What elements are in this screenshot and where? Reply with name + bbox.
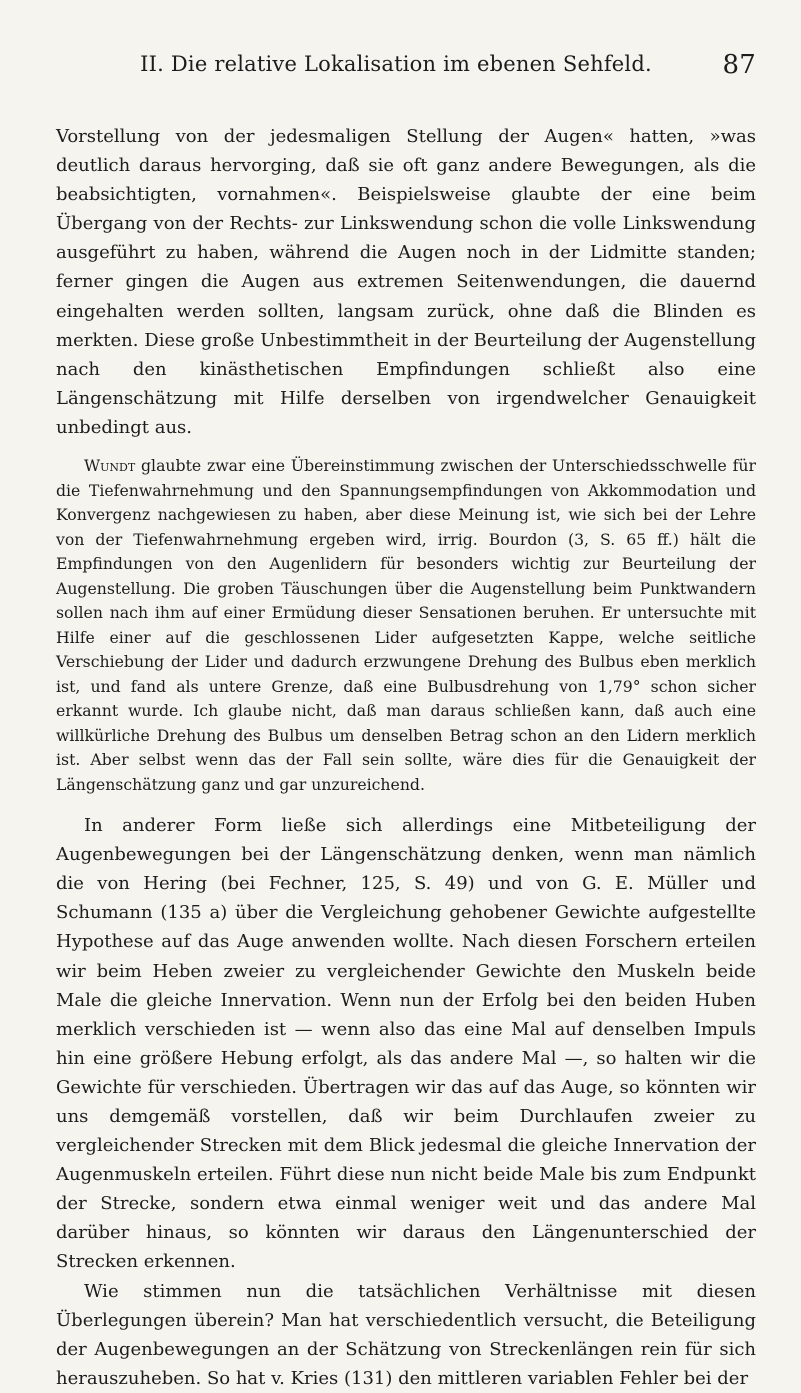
- running-head: [56, 22, 756, 80]
- paragraph-1: Vorstellung von der jedesmaligen Stellung der Augen« hatten, »was deutlich daraus hervorging, daß sie oft ganz andere Bewegungen, als die beabsichtigten, vornahmen«. Beispielsweise glaubte der eine beim Übergang von der Rechts- zur Linkswendung schon die volle Linkswendung ausgeführt zu haben, während die Augen noch in der Lidmitte standen; ferner gingen die Augen aus extremen Seitenwendungen, die dauernd eingehalten werden sollten, langsam zurück, ohne daß die Blinden es merkten. Diese große Unbestimmtheit in der Beurteilung der Augenstellung nach den kinästhetischen Empfindungen schließt also eine Längenschätzung mit Hilfe derselben von irgendwelcher Genauigkeit unbedingt aus.: [56, 126, 756, 438]
- paragraph-4: Wie stimmen nun die tatsächlichen Verhältnisse mit diesen Überlegungen überein? Man hat verschiedentlich versucht, die Beteiligung der Augenbewegungen an der Schätzung von Streckenlängen rein für sich herauszuheben. So hat v. Kries (131) den mittleren variablen Fehler bei der: [56, 1280, 756, 1389]
- author-name-wundt: Wundt: [84, 456, 136, 476]
- chapter-title: II. Die relative Lokalisation im ebenen Sehfeld.: [140, 52, 652, 76]
- page-body: [56, 122, 756, 1393]
- page-number: 87: [722, 50, 756, 80]
- paragraph-3: In anderer Form ließe sich allerdings eine Mitbeteiligung der Augenbewegungen bei der Längenschätzung denken, wenn man nämlich die von Hering (bei Fechner, 125, S. 49) und von G. E. Müller und Schumann (135 a) über die Vergleichung gehobener Gewichte aufgestellte Hypothese auf das Auge anwenden wollte. Nach diesen Forschern erteilen wir beim Heben zweier zu vergleichender Gewichte den Muskeln beide Male die gleiche Innervation. Wenn nun der Erfolg bei den beiden Huben merklich verschieden ist — wenn also das eine Mal auf denselben Impuls hin eine größere Hebung erfolgt, als das andere Mal —, so halten wir die Gewichte für verschieden. Übertragen wir das auf das Auge, so könnten wir uns demgemäß vorstellen, daß wir beim Durchlaufen zweier zu vergleichender Strecken mit dem Blick jedesmal die gleiche Innervation der Augenmuskeln erteilen. Führt diese nun nicht beide Male bis zum Endpunkt der Strecke, sondern etwa einmal weniger weit und das andere Mal darüber hinaus, so könnten wir daraus den Längenunterschied der Strecken erkennen.: [56, 815, 756, 1273]
- paragraph-2-note: [56, 454, 756, 797]
- book-page: [56, 22, 756, 1393]
- paragraph-2-text: glaubte zwar eine Übereinstimmung zwischen der Unterschiedsschwelle für die Tiefenwahrnehmung und den Spannungsempfindungen von Akkommodation und Konvergenz nachgewiesen zu haben, aber diese Meinung ist, wie sich bei der Lehre von der Tiefenwahrnehmung ergeben wird, irrig. Bourdon (3, S. 65 ff.) hält die Empfindungen von den Augenlidern für besonders wichtig zur Beurteilung der Augenstellung. Die groben Täuschungen über die Augenstellung beim Punktwandern sollen nach ihm auf einer Ermüdung dieser Sensationen beruhen. Er untersuchte mit Hilfe einer auf die geschlossenen Lider aufgesetzten Kappe, welche seitliche Verschiebung der Lider und dadurch erzwungene Drehung des Bulbus eben merklich ist, und fand als untere Grenze, daß eine Bulbusdrehung von 1,79° schon sicher erkannt wurde. Ich glaube nicht, daß man daraus schließen kann, daß auch eine willkürliche Drehung des Bulbus um denselben Betrag schon an den Lidern merklich ist. Aber selbst wenn das der Fall sein sollte, wäre dies für die Genauigkeit der Längenschätzung ganz und gar unzureichend.: [56, 456, 756, 794]
